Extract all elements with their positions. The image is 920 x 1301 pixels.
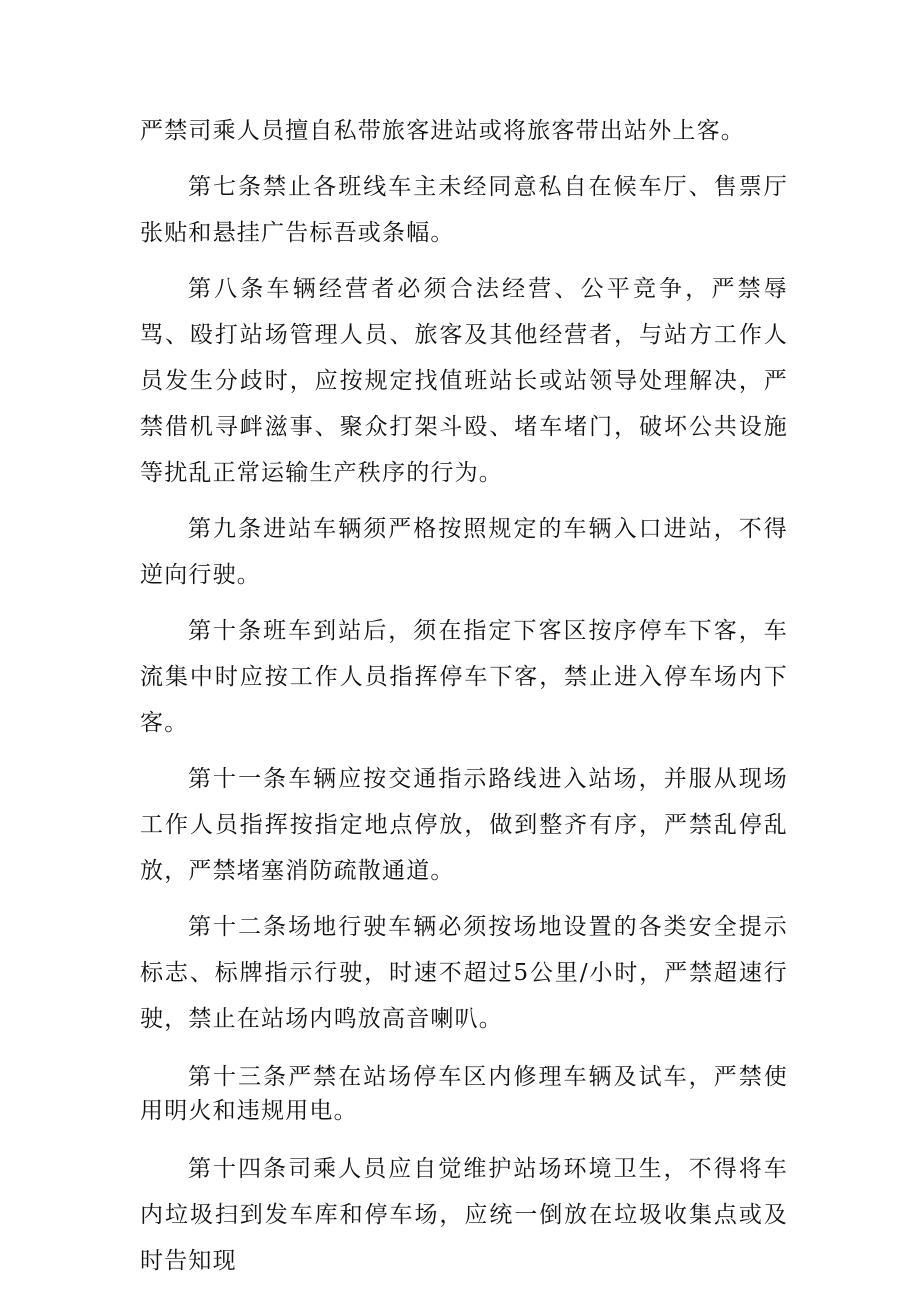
- article-8: 第八条车辆经营者必须合法经营、公平竞争，严禁辱骂、殴打站场管理人员、旅客及其他经营者，与站方工作人员发生分歧时，应按规定找值班站长或站领导处理解决，严禁借机寻衅滋事、聚众打架斗殴、堵车堵门，破坏公共设施等扰乱正常运输生产秩序的行为。: [140, 276, 788, 486]
- article-10: 第十条班车到站后，须在指定下客区按序停车下客，车流集中时应按工作人员指挥停车下客，禁止进入停车场内下客。: [140, 618, 788, 736]
- article-7: 第七条禁止各班线车主未经同意私自在候车厅、售票厅张贴和悬挂广告标吾或条幅。: [140, 174, 788, 246]
- article-13: 第十三条严禁在站场停车区内修理车辆及试车，严禁使用明火和违规用电。: [140, 1064, 788, 1124]
- article-9: 第九条进站车辆须严格按照规定的车辆入口进站，不得逆向行驶。: [140, 516, 788, 588]
- article-14: 第十四条司乘人员应自觉维护站场环境卫生，不得将车内垃圾扫到发车库和停车场，应统一倒放在垃圾收集点或及时告知现: [140, 1156, 788, 1274]
- paragraph-continuation: 严禁司乘人员擅自私带旅客进站或将旅客带出站外上客。: [140, 118, 745, 144]
- article-12: 第十二条场地行驶车辆必须按场地设置的各类安全提示标志、标牌指示行驶，时速不超过5公里/小时，严禁超速行驶，禁止在站场内鸣放高音喇叭。: [140, 914, 788, 1032]
- document-page: [140, 108, 788, 1284]
- article-11: 第十一条车辆应按交通指示路线进入站场，并服从现场工作人员指挥按指定地点停放，做到整齐有序，严禁乱停乱放，严禁堵塞消防疏散通道。: [140, 766, 788, 884]
